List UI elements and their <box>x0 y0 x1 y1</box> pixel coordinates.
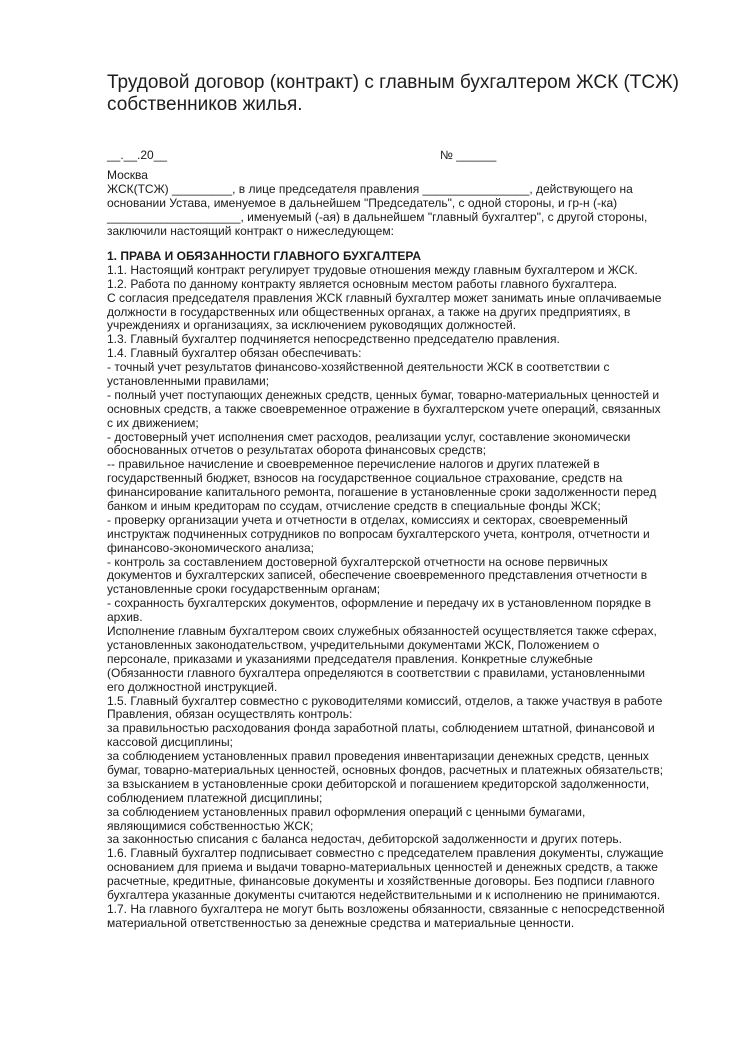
section-line: (Обязанности главного бухгалтера определяются в соответствии с правилами, установленными <box>107 665 646 680</box>
section-line: за соблюдением установленных правил проведения инвентаризации денежных средств, ценных <box>107 749 649 764</box>
section-line: за правильностью расходования фонда заработной платы, соблюдением штатной, финансовой и <box>107 721 655 736</box>
section-line: с их движением; <box>107 415 199 430</box>
section-line: финансово-экономического анализа; <box>107 540 314 555</box>
document-title <box>107 72 707 116</box>
section-line: расчетные, кредитные, финансовые документы и хозяйственные договоры. Без подписи главного <box>107 874 655 889</box>
section-line: банком и иным кредиторам по ссудам, отчисление средств в специальные фонды ЖСК; <box>107 499 601 514</box>
section-line: - достоверный учет исполнения смет расходов, реализации услуг, составление экономически <box>107 429 631 444</box>
section-line: бухгалтера указанные документы считаются недействительными и к исполнению не принимаются. <box>107 887 661 902</box>
section-line: 1.5. Главный бухгалтер совместно с руководителями комиссий, отделов, а также участвуя в работе <box>107 693 663 708</box>
section-line: 1.7. На главного бухгалтера не могут быть возложены обязанности, связанные с непосредственной <box>107 901 665 916</box>
intro-line: ____________________, именуемый (-ая) в дальнейшем "главный бухгалтер", с другой стороны, <box>107 209 648 224</box>
section-line: его должностной инструкцией. <box>107 679 278 694</box>
intro-line: Москва <box>107 168 148 182</box>
section-line: основных средств, а также своевременное отражение в бухгалтерском учете операций, связанных <box>107 401 661 416</box>
section-line: государственный бюджет, взносов на государственное социальное страхование, средств на <box>107 471 623 486</box>
title-line-1: Трудовой договор (контракт) с главным бухгалтером ЖСК (ТСЖ) <box>107 72 679 93</box>
section-1 <box>107 250 707 931</box>
date-number-line <box>107 148 507 162</box>
intro-line: основании Устава, именуемое в дальнейшем "Председатель", с одной стороны, и гр-н (-ка) <box>107 195 618 210</box>
section-line: персонале, приказами и указаниями председателя правления. Конкретные служебные <box>107 651 593 666</box>
section-line: соблюдением платежной дисциплины; <box>107 790 323 805</box>
section-line: за соблюдением установленных правил оформления операций с ценными бумагами, <box>107 804 586 819</box>
section-line: - точный учет результатов финансово-хозяйственной деятельности ЖСК в соответствии с <box>107 360 610 375</box>
intro-line: заключили настоящий контракт о нижеследующем: <box>107 223 394 238</box>
section-line: материальной ответственностью за денежные средства и материальные ценности. <box>107 915 575 930</box>
section-line: С согласия председателя правления ЖСК главный бухгалтер может занимать иные оплачиваемые <box>107 290 662 305</box>
section-line: документов и бухгалтерских записей, обеспечение своевременного представления отчетности в <box>107 568 648 583</box>
section-line: должности в государственных или общественных органах, а также на других предприятиях, в <box>107 304 631 319</box>
section-line: -- правильное начисление и своевременное перечисление налогов и других платежей в <box>107 457 600 472</box>
intro-line: ЖСК(ТСЖ) _________, в лице председателя правления ________________, действующего на <box>107 181 633 196</box>
section-line: учреждениях и организациях, за исключением руководящих должностей. <box>107 318 517 333</box>
section-line: обоснованных отчетов о результатах оборота финансовых средств; <box>107 443 487 458</box>
title-line-2: собственников жилья. <box>107 94 303 115</box>
section-line: - контроль за составлением достоверной бухгалтерской отчетности на основе первичных <box>107 554 608 569</box>
section-line: 1.4. Главный бухгалтер обязан обеспечивать: <box>107 346 362 361</box>
section-line: за законностью списания с баланса недостач, дебиторской задолженности и других потерь. <box>107 832 622 847</box>
section-line: кассовой дисциплины; <box>107 735 234 750</box>
intro-paragraph <box>107 169 707 238</box>
section-line: - проверку организации учета и отчетности в отделах, комиссиях и секторах, своевременный <box>107 512 628 527</box>
section-line: - сохранность бухгалтерских документов, оформление и передачу их в установленном порядке в <box>107 596 651 611</box>
section-line: за взысканием в установленные сроки дебиторской и погашением кредиторской задолженности, <box>107 776 650 791</box>
section-line: являющимися собственностью ЖСК; <box>107 818 314 833</box>
section-line: финансирование капитального ремонта, погашение в установленные сроки задолженности перед <box>107 485 657 500</box>
contract-number: № ______ <box>440 148 497 162</box>
section-line: Правления, обязан осуществлять контроль: <box>107 707 353 722</box>
section-line: Исполнение главным бухгалтером своих служебных обязанностей осуществляется также сферах, <box>107 624 657 639</box>
section-line: 1.6. Главный бухгалтер подписывает совместно с председателем правления документы, служащие <box>107 846 664 861</box>
section-line: архив. <box>107 610 143 625</box>
section-line: установленные сроки государственным органам; <box>107 582 381 597</box>
section-heading: 1. ПРАВА И ОБЯЗАННОСТИ ГЛАВНОГО БУХГАЛТЕРА <box>107 249 421 263</box>
section-body <box>107 264 707 931</box>
section-line: установленными правилами; <box>107 374 270 389</box>
section-line: основанием для приема и выдачи товарно-материальных ценностей и денежных средств, а также <box>107 860 658 875</box>
section-line: 1.3. Главный бухгалтер подчиняется непосредственно председателю правления. <box>107 332 560 347</box>
section-line: 1.2. Работа по данному контракту является основным местом работы главного бухгалтера. <box>107 276 618 291</box>
section-line: инструктаж подчиненных сотрудников по вопросам бухгалтерского учета, контроля, отчетности и <box>107 526 650 541</box>
section-line: - полный учет поступающих денежных средств, ценных бумаг, товарно-материальных ценностей и <box>107 387 660 402</box>
contract-date: __.__.20__ <box>107 148 168 162</box>
section-line: бумаг, товарно-материальных ценностей, основных фондов, расчетных и платежных обязательств; <box>107 762 664 777</box>
section-line: 1.1. Настоящий контракт регулирует трудовые отношения между главным бухгалтером и ЖСК. <box>107 262 638 277</box>
section-line: установленных законодательством, учредительными документами ЖСК, Положением о <box>107 637 600 652</box>
